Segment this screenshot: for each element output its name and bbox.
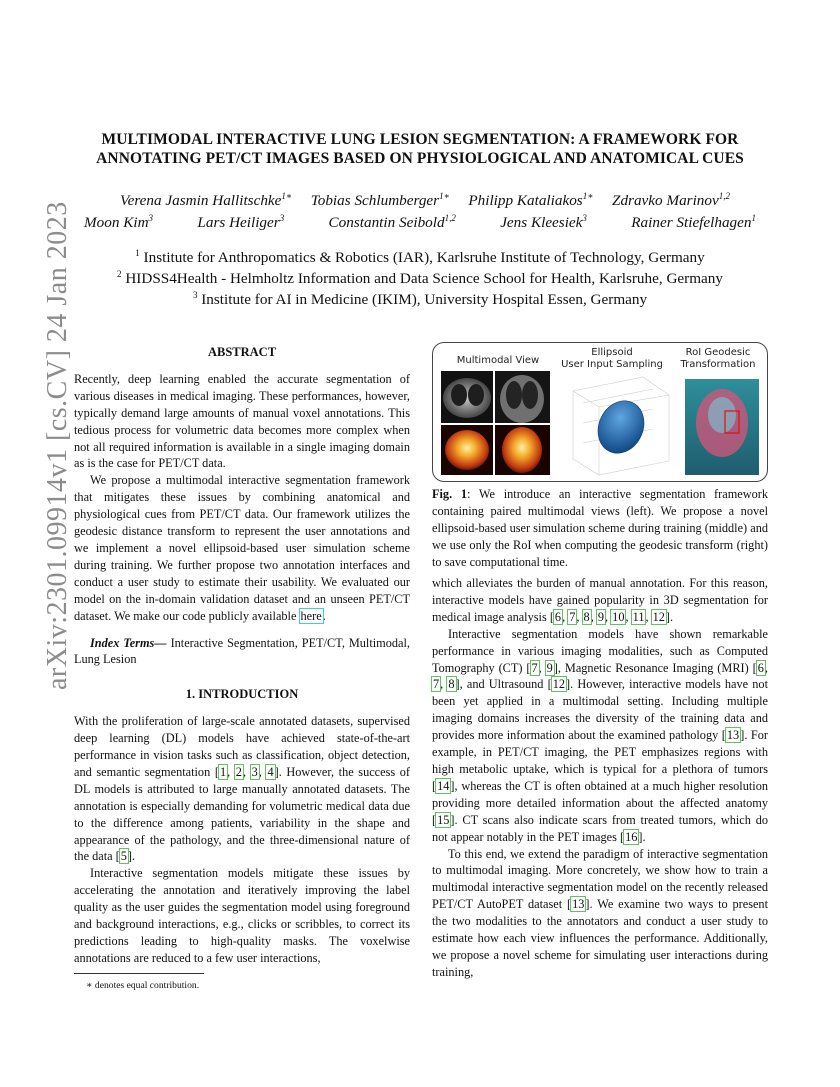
- abstract-heading: ABSTRACT: [207, 345, 277, 359]
- footnote-rule: [74, 973, 204, 974]
- author: Jens Kleesiek$^3$: [500, 212, 587, 231]
- title-line: ANNOTATING PET/CT IMAGES BASED ON PHYSIOLOGICAL AND ANATOMICAL CUES: [96, 150, 744, 167]
- citation-link[interactable]: 6: [757, 660, 764, 675]
- footnote: ∗ denotes equal contribution.: [86, 979, 200, 991]
- citation-link[interactable]: 11: [632, 609, 645, 624]
- citation-link[interactable]: 1: [219, 764, 227, 779]
- affiliation: $^2$ HIDSS4Health - Helmholtz Information and Data Science School for Health, Karlsruhe, Germany: [117, 268, 723, 287]
- citation-link[interactable]: 15: [437, 812, 450, 827]
- citation-link[interactable]: 8: [583, 609, 590, 624]
- body-paragraph: Interactive segmentation models have shown remarkable performance in various imaging modalities, such as Computed Tomography (CT) [7, 9], Magnetic Resonance Imaging (MRI) [6, 7, 8], and Ultrasound [12]. However, interactive models have not been yet applied in a multimodal setting. Including multiple imaging domains increases the diversity of the training data and provides more information about the examined pathology [13]. For example, in PET/CT imaging, the PET emphasizes regions with high metabolic uptake, which is typical for a plethora of tumors [14], whereas the CT is often obtained at a much higher resolution providing more detailed information about the affected anatomy [15]. CT scans also indicate scars from treated tumors, which do not appear notably in the PET images [16].: [432, 626, 769, 844]
- abstract-paragraph: We propose a multimodal interactive segmentation framework that mitigates these issues by combining anatomical and physiological cues from PET/CT data. Our framework utilizes the geodesic distance transform to represent the user annotations and we implement a novel ellipsoid-based user simulation scheme during training. We further propose two annotation interfaces and conduct a user study to estimate their usability. We evaluated our model on the in-domain validation dataset and an unseen PET/CT dataset. We make our code publicly available here.: [74, 473, 410, 623]
- figure-caption: [432, 486, 768, 571]
- author: Philipp Kataliakos$^{1∗}$: [468, 190, 594, 209]
- author: Zdravko Marinov$^{1,2}$: [612, 190, 730, 209]
- citation-link[interactable]: 6: [554, 609, 562, 624]
- citation-link[interactable]: 10: [612, 609, 625, 624]
- citation-link[interactable]: 14: [437, 778, 450, 793]
- affiliation: $^3$ Institute for AI in Medicine (IKIM), University Hospital Essen, Germany: [192, 289, 648, 308]
- citation-link[interactable]: 7: [531, 660, 538, 675]
- figure-graphics: [433, 343, 767, 481]
- author: Constantin Seibold$^{1,2}$: [328, 212, 456, 231]
- author: Lars Heiliger$^3$: [197, 212, 285, 231]
- author-row: [70, 212, 770, 234]
- arxiv-id: arXiv:2301.09914v1 [cs.CV] 24 Jan 2023: [42, 201, 73, 690]
- citation-link[interactable]: 2: [235, 764, 242, 779]
- author: Tobias Schlumberger$^{1∗}$: [310, 190, 450, 209]
- title-line: MULTIMODAL INTERACTIVE LUNG LESION SEGMENTATION: A FRAMEWORK FOR: [101, 131, 739, 148]
- abstract-paragraph: Recently, deep learning enabled the accurate segmentation of various diseases in medical imaging. These performances, however, typically demand large amounts of manual voxel annotations. This tedious process for volumetric data becomes more complex when not all required information is available in a single imaging domain as is the case for PET/CT data.: [74, 371, 410, 471]
- citation-link[interactable]: 4: [267, 764, 274, 779]
- author: Moon Kim$^3$: [84, 212, 154, 231]
- citation-link[interactable]: 13: [572, 897, 585, 912]
- citation-link[interactable]: 12: [552, 677, 566, 692]
- citation-link[interactable]: 13: [726, 728, 740, 743]
- left-column: [74, 340, 410, 995]
- author-list: [70, 190, 770, 234]
- citation-link[interactable]: 7: [569, 609, 576, 624]
- body-paragraph: which alleviates the burden of manual annotation. For this reason, interactive models have gained popularity in 3D segmentation for medical image analysis [6, 7, 8, 9, 10, 11, 12].: [432, 576, 768, 624]
- intro-paragraph: Interactive segmentation models mitigate these issues by accelerating the annotation and iteratively improving the label quality as the user guides the segmentation model using foreground and background interactions, e.g., clicks or scribbles, to correct its predictions leading to high-quality masks. The voxelwise annotations are reduced to a few user interactions,: [74, 866, 410, 965]
- caption-label: Fig. 1: [432, 487, 468, 501]
- author: Rainer Stiefelhagen$^1$: [631, 212, 756, 231]
- body-paragraph: To this end, we extend the paradigm of interactive segmentation to multimodal imaging. More concretely, we show how to train a multimodal interactive segmentation model on the recently released PET/CT AutoPET dataset [13]. We examine two ways to present the two modalities to the annotators and conduct a user study to estimate how each view influences the performance. Additionally, we propose a novel scheme for simulating user interactions during training,: [432, 846, 768, 979]
- index-terms: Index Terms— Interactive Segmentation, PET/CT, Multimodal, Lung Lesion: [74, 635, 410, 667]
- author-row: [70, 190, 770, 212]
- citation-link[interactable]: 9: [597, 609, 605, 624]
- citation-link[interactable]: 5: [120, 849, 127, 864]
- affiliation: $^1$ Institute for Anthropomatics & Robotics (IAR), Karlsruhe Institute of Technology, Germany: [135, 247, 705, 266]
- arxiv-stamp: [22, 201, 73, 710]
- right-column: [432, 575, 768, 981]
- citation-link[interactable]: 16: [625, 829, 638, 844]
- figure-1: [432, 342, 768, 482]
- author: Verena Jasmin Hallitschke$^{1∗}$: [120, 190, 293, 209]
- paper-title: [70, 130, 770, 168]
- panel-label-multimodal: Multimodal View: [456, 355, 540, 366]
- intro-paragraph: With the proliferation of large-scale annotated datasets, supervised deep learning (DL) models have achieved state-of-the-art performance in vision tasks such as classification, object detection, and semantic segmentation [1, 2, 3, 4]. However, the success of DL models is attributed to large manually annotated datasets. The annotation is especially demanding for volumetric medical data due to the difference among patients, variability in the shape and appearance of the pathology, and the three-dimensional nature of the data [5].: [74, 714, 411, 864]
- code-link[interactable]: here: [300, 608, 322, 623]
- panel-label-roi: RoI Geodesic Transformation: [680, 347, 756, 370]
- citation-link[interactable]: 3: [251, 764, 258, 779]
- intro-heading: 1. INTRODUCTION: [185, 687, 299, 702]
- caption-text: : We introduce an interactive segmentation framework containing paired multimodal views (left). We propose a novel ellipsoid-based user simulation scheme during training (middle) and we use only the RoI when computing the geodesic transform (right) to save computational time.: [432, 487, 768, 569]
- citation-link[interactable]: 7: [433, 677, 440, 692]
- citation-link[interactable]: 8: [448, 677, 455, 692]
- citation-link[interactable]: 9: [546, 660, 553, 675]
- citation-link[interactable]: 12: [652, 609, 665, 624]
- affiliations: [70, 247, 770, 310]
- panel-label-ellipsoid: Ellipsoid User Input Sampling: [561, 347, 663, 370]
